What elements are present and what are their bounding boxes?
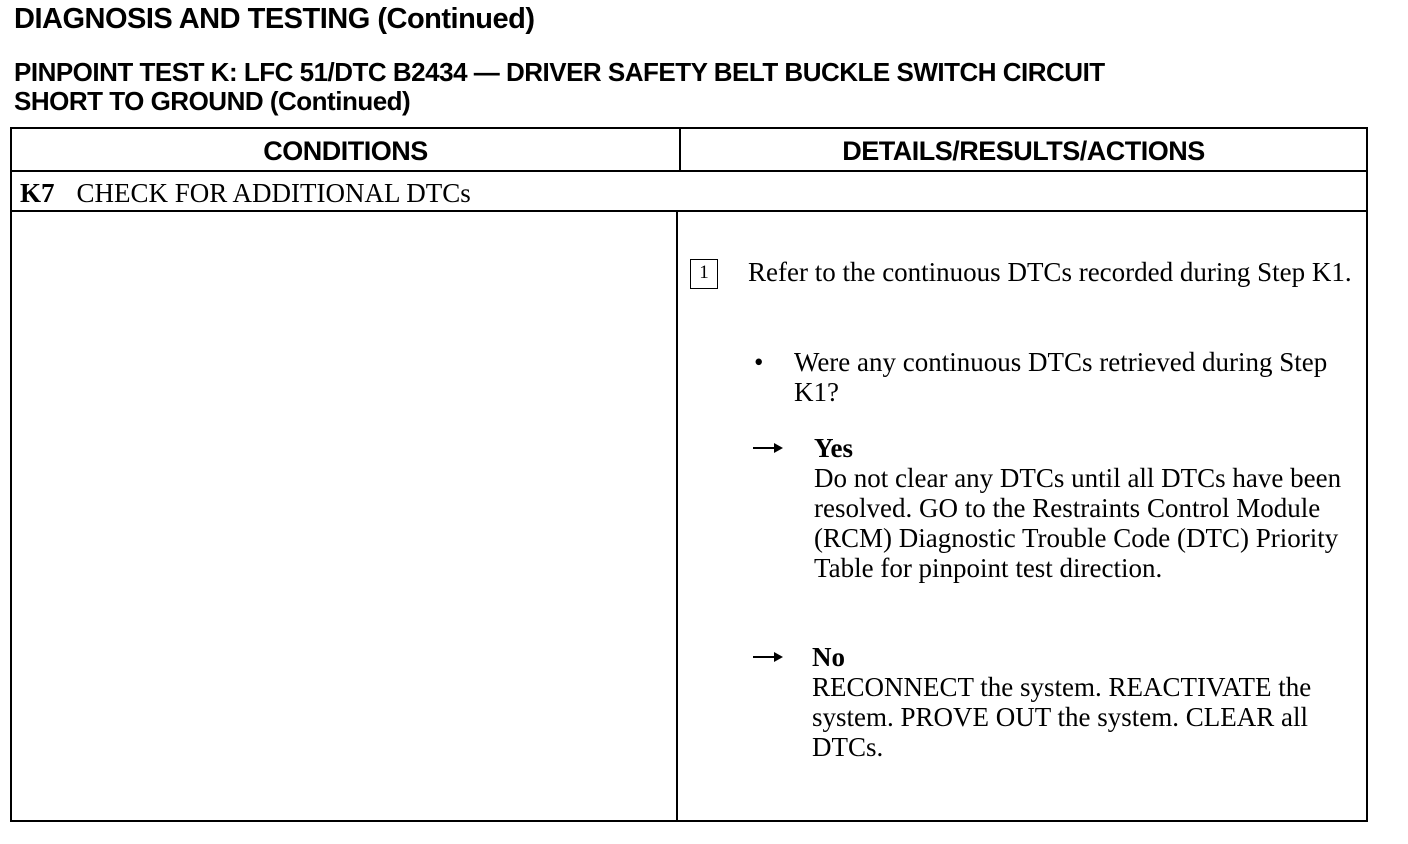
step-title: CHECK FOR ADDITIONAL DTCs bbox=[76, 178, 471, 208]
test-title-line-1: PINPOINT TEST K: LFC 51/DTC B2434 — DRIVER SAFETY BELT BUCKLE SWITCH CIRCUIT bbox=[14, 57, 1105, 87]
yes-outcome-action: Do not clear any DTCs until all DTCs have been resolved. GO to the Restraints Control Module (RCM) Diagnostic Trouble Code (DTC) Priority Table for pinpoint test direction. bbox=[814, 463, 1342, 583]
right-arrow-icon bbox=[752, 650, 784, 664]
question-text: Were any continuous DTCs retrieved during Step K1? bbox=[794, 347, 1328, 407]
details-column-header: DETAILS/RESULTS/ACTIONS bbox=[842, 136, 1205, 166]
instruction-text: Refer to the continuous DTCs recorded during Step K1. bbox=[748, 257, 1352, 287]
pinpoint-test-table bbox=[10, 127, 1368, 822]
yes-outcome-label: Yes bbox=[814, 433, 853, 463]
conditions-column-header: CONDITIONS bbox=[263, 136, 428, 166]
body-column-divider bbox=[676, 212, 678, 820]
step-id: K7 bbox=[20, 178, 55, 208]
step-row-divider bbox=[12, 210, 1366, 212]
test-title-line-2: SHORT TO GROUND (Continued) bbox=[14, 86, 411, 116]
pinpoint-test-title bbox=[14, 58, 1384, 116]
page-heading: DIAGNOSIS AND TESTING (Continued) bbox=[14, 3, 535, 35]
step-number-box: 1 bbox=[690, 259, 718, 289]
step-row bbox=[20, 177, 471, 209]
no-outcome-action: RECONNECT the system. REACTIVATE the system. PROVE OUT the system. CLEAR all DTCs. bbox=[812, 672, 1312, 762]
no-outcome-label: No bbox=[812, 642, 845, 672]
bullet-icon: • bbox=[754, 347, 764, 377]
header-divider bbox=[12, 170, 1366, 172]
right-arrow-icon bbox=[752, 441, 784, 455]
